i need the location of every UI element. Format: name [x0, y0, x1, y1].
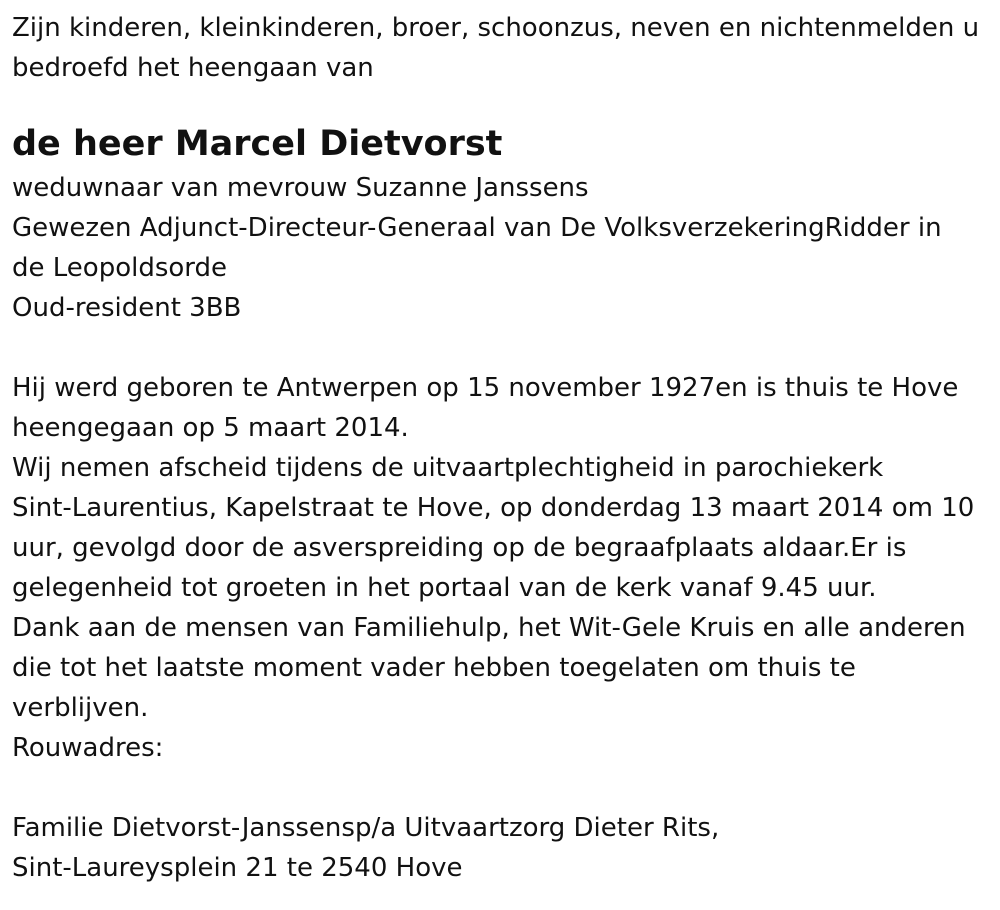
address-line: Sint-Laureysplein 21 te 2540 Hove	[12, 853, 463, 883]
body-paragraph	[12, 368, 1000, 768]
body-line: Rouwadres:	[12, 733, 164, 763]
body-line: die tot het laatste moment vader hebben toegelaten om thuis te	[12, 653, 856, 683]
intro-line: Zijn kinderen, kleinkinderen, broer, schoonzus, neven en nichtenmelden u	[12, 13, 980, 43]
body-line: heengegaan op 5 maart 2014.	[12, 413, 409, 443]
address-paragraph	[12, 808, 1000, 888]
intro-paragraph	[12, 8, 1000, 88]
body-line: Hij werd geboren te Antwerpen op 15 november 1927en is thuis te Hove	[12, 373, 959, 403]
spacer	[12, 768, 1000, 808]
body-line: verblijven.	[12, 693, 149, 723]
body-line: Sint-Laurentius, Kapelstraat te Hove, op donderdag 13 maart 2014 om 10	[12, 493, 975, 523]
deceased-name: de heer Marcel Dietvorst	[12, 124, 503, 164]
body-line: Dank aan de mensen van Familiehulp, het Wit-Gele Kruis en alle anderen	[12, 613, 966, 643]
title-line: weduwnaar van mevrouw Suzanne Janssens	[12, 173, 589, 203]
body-line: uur, gevolgd door de asverspreiding op de begraafplaats aldaar.Er is	[12, 533, 907, 563]
title-line: de Leopoldsorde	[12, 253, 228, 283]
body-line: gelegenheid tot groeten in het portaal van de kerk vanaf 9.45 uur.	[12, 573, 877, 603]
title-line: Oud-resident 3BB	[12, 293, 242, 323]
intro-line: bedroefd het heengaan van	[12, 53, 374, 83]
titles-paragraph	[12, 168, 1000, 328]
spacer	[12, 328, 1000, 368]
title-line: Gewezen Adjunct-Directeur-Generaal van De VolksverzekeringRidder in	[12, 213, 942, 243]
body-line: Wij nemen afscheid tijdens de uitvaartplechtigheid in parochiekerk	[12, 453, 884, 483]
address-line: Familie Dietvorst-Janssensp/a Uitvaartzorg Dieter Rits,	[12, 813, 720, 843]
